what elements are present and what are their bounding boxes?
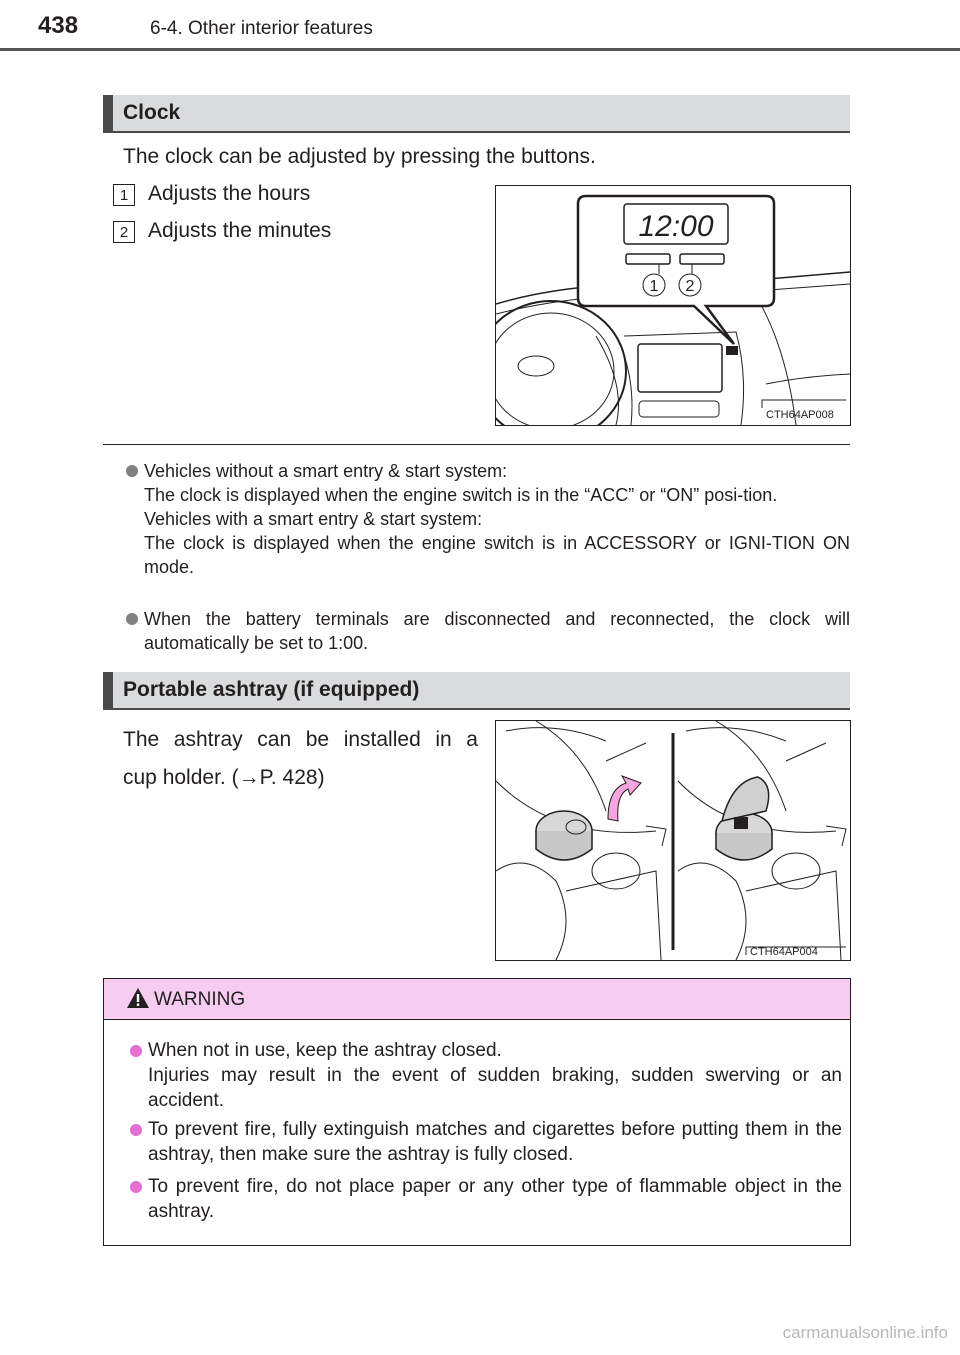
warning-text: When not in use, keep the ashtray closed. Injuries may result in the event of sudden braking, sudden swerving or an accident. <box>148 1040 842 1111</box>
heading-bar <box>103 672 113 708</box>
bullet-icon <box>130 1181 142 1193</box>
note-text: Vehicles without a smart entry & start system: The clock is displayed when the engine switch is in the “ACC” or “ON” posi-tion. Vehicles with a smart entry & start system: The clock is displayed when the engine switch is in ACCESSORY or IGNI-TION ON mode. <box>144 461 850 577</box>
warning-item <box>130 1038 842 1113</box>
header-rule <box>0 48 960 51</box>
clock-heading-text: Clock <box>123 101 181 124</box>
dashboard-illustration <box>496 186 850 425</box>
bullet-icon <box>130 1045 142 1057</box>
ashtray-heading <box>103 672 850 710</box>
warning-text: To prevent fire, fully extinguish matches and cigarettes before putting them in the ashtray, then make sure the ashtray is fully closed. <box>148 1119 842 1165</box>
clock-display-time: 12:00 <box>638 210 714 243</box>
page-number: 438 <box>38 12 79 39</box>
bullet-icon <box>126 465 138 477</box>
ashtray-text <box>123 721 478 797</box>
item-number-2: 2 <box>113 221 135 243</box>
ashtray-figure <box>495 720 851 961</box>
ashtray-illustration <box>496 721 850 960</box>
bullet-icon <box>130 1124 142 1136</box>
item-label-minutes: Adjusts the minutes <box>148 219 332 242</box>
warning-item <box>130 1174 842 1224</box>
notes-divider <box>103 444 850 445</box>
warning-triangle-icon <box>126 987 150 1009</box>
callout-number-2: 2 <box>685 278 695 295</box>
clock-intro: The clock can be adjusted by pressing the buttons. <box>123 145 596 168</box>
warning-box <box>103 978 851 1246</box>
item-label-hours: Adjusts the hours <box>148 182 311 205</box>
section-title: 6-4. Other interior features <box>150 18 373 39</box>
warning-title: WARNING <box>154 989 246 1010</box>
bullet-icon <box>126 613 138 625</box>
note-item <box>126 459 850 579</box>
ashtray-heading-text: Portable ashtray (if equipped) <box>123 678 420 701</box>
warning-header <box>104 979 850 1020</box>
note-text: When the battery terminals are disconnected and reconnected, the clock will automatically be set to 1:00. <box>144 609 850 653</box>
clock-figure-code: CTH64AP008 <box>766 409 834 421</box>
warning-text: To prevent fire, do not place paper or any other type of flammable object in the ashtray. <box>148 1176 842 1222</box>
ashtray-text-line1: The ashtray can be installed in a <box>123 728 478 751</box>
heading-bar <box>103 95 113 131</box>
warning-item <box>130 1117 842 1167</box>
ashtray-figure-code: CTH64AP004 <box>750 946 818 958</box>
clock-heading <box>103 95 850 133</box>
callout-number-1: 1 <box>649 278 659 295</box>
clock-figure <box>495 185 851 426</box>
item-number-1: 1 <box>113 184 135 206</box>
note-item <box>126 607 850 655</box>
watermark: carmanualsonline.info <box>782 1323 948 1342</box>
ashtray-text-line2: cup holder. (→P. 428) <box>123 766 325 789</box>
